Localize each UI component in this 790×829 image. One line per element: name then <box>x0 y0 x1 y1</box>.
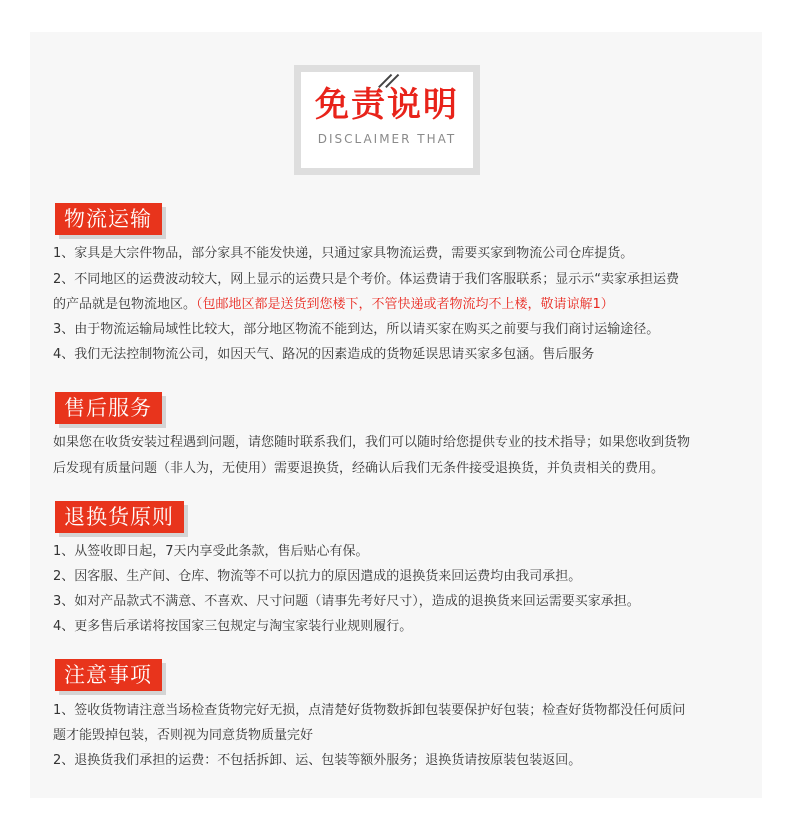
free-shipping-note: （包邮地区都是送货到您楼下，不管快递或者物流均不上楼，敬请谅解1） <box>196 297 614 312</box>
section-heading-returns: 退换货原则 <box>55 501 184 533</box>
section-heading-logistics: 物流运输 <box>55 203 162 235</box>
logistics-line-5: 4、我们无法控制物流公司，如因天气、路况的因素造成的货物延误思请买家多包涵。售后服务 <box>53 347 595 362</box>
notes-line-2: 题才能毁掉包装，否则视为同意货物质量完好 <box>53 728 314 743</box>
returns-line-1: 1、从签收即日起，7天内享受此条款，售后贴心有保。 <box>53 544 369 559</box>
page-subtitle: DISCLAIMER THAT <box>317 132 457 146</box>
after-sales-line-2: 后发现有质量问题（非人为，无使用）需要退换货，经确认后我们无条件接受退换货，并负责相关的费用。 <box>53 461 665 476</box>
logistics-line-3-text: 的产品就是包物流地区。 <box>53 297 197 312</box>
returns-line-4: 4、更多售后承诺将按国家三包规定与淘宝家装行业规则履行。 <box>53 619 413 634</box>
section-heading-notes: 注意事项 <box>55 659 162 691</box>
returns-line-3: 3、如对产品款式不满意、不喜欢、尺寸问题（请事先考好尺寸），造成的退换货来回运需要买家承担。 <box>53 594 640 609</box>
logistics-line-1: 1、家具是大宗件物品，部分家具不能发快递，只通过家具物流运费，需要买家到物流公司仓库提货。 <box>53 246 634 261</box>
section-heading-after-sales: 售后服务 <box>55 392 162 424</box>
notes-line-3: 2、退换货我们承担的运费：不包括拆卸、运、包装等额外服务；退换货请按原装包装返回。 <box>53 753 582 768</box>
notes-line-1: 1、签收货物请注意当场检查货物完好无损，点清楚好货物数拆卸包装要保护好包装；检查好货物都没任何质问 <box>53 703 686 718</box>
logistics-line-4: 3、由于物流运输局域性比较大，部分地区物流不能到达，所以请买家在购买之前要与我们商讨运输途径。 <box>53 322 660 337</box>
page-title: 免责说明 <box>315 85 459 125</box>
after-sales-line-1: 如果您在收货安装过程遇到问题，请您随时联系我们，我们可以随时给您提供专业的技术指导；如果您收到货物 <box>53 435 691 450</box>
returns-line-2: 2、因客服、生产间、仓库、物流等不可以抗力的原因遣成的退换货来回运费均由我司承担。 <box>53 569 582 584</box>
logistics-line-3 <box>53 297 753 313</box>
logistics-line-2: 2、不同地区的运费波动较大，网上显示的运费只是个考价。体运费请于我们客服联系；显示示“卖家承担运费 <box>53 272 680 287</box>
